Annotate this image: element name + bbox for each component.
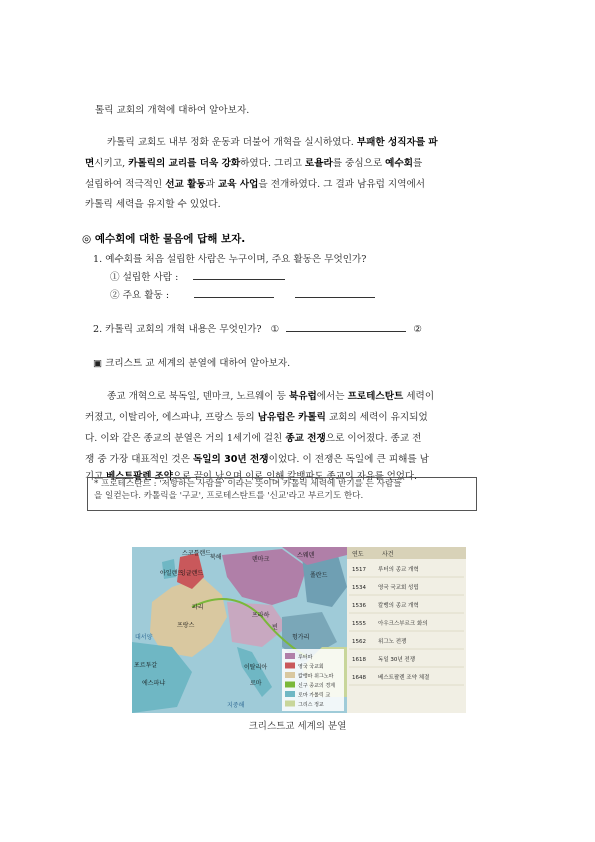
label-ireland: 아일랜드 bbox=[160, 570, 184, 577]
intro-text: 톨릭 교회의 개혁에 대하여 알아보자. bbox=[95, 105, 250, 116]
answer-founder-row bbox=[110, 268, 285, 288]
legend-label: 그리스 정교 bbox=[298, 702, 324, 708]
text-segment: 를 bbox=[412, 158, 423, 169]
timeline-year: 1618 bbox=[352, 657, 366, 663]
division-heading: ▣ 크리스트 교 세계의 분열에 대하여 알아보자. bbox=[93, 358, 291, 369]
emphasis-text: 프로테스탄트 bbox=[347, 391, 404, 402]
legend-label: 로마 가톨릭 교 bbox=[298, 692, 331, 699]
division-line2 bbox=[85, 408, 428, 428]
para1-line4: 카톨릭 세력을 유지할 수 있었다. bbox=[85, 199, 221, 210]
emphasis-text: 로욜라 bbox=[304, 158, 333, 169]
label-paris: 파리 bbox=[192, 604, 204, 611]
label-vienna: 빈 bbox=[272, 624, 278, 631]
text-segment: 으로 이어졌다. 종교 전 bbox=[325, 433, 422, 444]
answer-activity-label: ② 주요 활동 : bbox=[110, 290, 170, 301]
timeline-event: 칼뱅의 종교 개혁 bbox=[378, 603, 419, 609]
label-mediterranean: 지중해 bbox=[227, 702, 245, 709]
answer-founder-label: ① 설립한 사람 : bbox=[110, 272, 179, 283]
question-2 bbox=[93, 320, 422, 340]
label-scotland: 스코틀랜드 bbox=[182, 550, 211, 557]
text-segment: 설립하여 적극적인 bbox=[85, 179, 166, 190]
answer-activity-blank-2[interactable] bbox=[295, 287, 375, 298]
answer-reform-blank[interactable] bbox=[286, 321, 406, 332]
text-segment: 에서는 bbox=[316, 391, 348, 402]
text-segment: 과 bbox=[205, 179, 218, 190]
label-france: 프랑스 bbox=[177, 622, 195, 629]
label-atlantic: 대서양 bbox=[135, 634, 153, 641]
emphasis-text: 남유럽은 카톨릭 bbox=[257, 412, 326, 423]
jesuit-heading: ◎ 예수회에 대한 물음에 답해 보자. bbox=[82, 233, 246, 245]
label-england: 잉글랜드 bbox=[180, 570, 204, 577]
timeline-header-year: 연도 bbox=[352, 551, 364, 558]
text-segment: 다. 이와 같은 종교의 분열은 거의 1세기에 걸친 bbox=[85, 433, 286, 444]
figure-caption: 크리스트교 세계의 분열 bbox=[248, 721, 347, 732]
text-segment: 쟁 중 가장 대표적인 것은 bbox=[85, 454, 193, 465]
label-italy: 이탈리아 bbox=[244, 664, 268, 671]
timeline-event: 루터의 종교 개혁 bbox=[378, 567, 419, 573]
label-denmark: 덴마크 bbox=[252, 556, 270, 563]
emphasis-text: 교육 사업 bbox=[218, 179, 259, 190]
emphasis-text: 베스트팔렌 조약 bbox=[106, 471, 173, 482]
division-line3 bbox=[85, 429, 421, 449]
text-segment: 커졌고, 이탈리아, 에스파냐, 프랑스 등의 bbox=[85, 412, 258, 423]
legend-swatch bbox=[285, 701, 295, 707]
text-segment: 종교 개혁으로 북독일, 덴마크, 노르웨이 등 bbox=[107, 391, 289, 402]
answer-founder-blank[interactable] bbox=[193, 269, 285, 280]
legend-label: 루터파 bbox=[298, 654, 313, 661]
division-line1 bbox=[107, 387, 434, 407]
label-portugal: 포르투갈 bbox=[134, 662, 158, 669]
europe-religion-map bbox=[132, 547, 466, 713]
emphasis-text: 선교 활동 bbox=[165, 179, 206, 190]
answer-activity-row bbox=[110, 286, 375, 306]
timeline-header-bar bbox=[347, 547, 466, 559]
question-1: 1. 예수회를 처음 설립한 사람은 누구이며, 주요 활동은 무엇인가? bbox=[93, 254, 367, 265]
timeline-year: 1534 bbox=[352, 585, 366, 591]
answer-marker: ② bbox=[413, 324, 422, 335]
emphasis-text: 종교 전쟁 bbox=[285, 433, 326, 444]
emphasis-text: 독일의 30년 전쟁 bbox=[192, 454, 269, 465]
label-hungary: 헝가리 bbox=[292, 634, 310, 641]
text-segment: 으로 끝이 났으며 이로 인해 칼뱅파도 종교의 자유를 얻었다. bbox=[172, 471, 417, 482]
emphasis-text: 카톨릭의 교리를 더욱 강화 bbox=[128, 158, 241, 169]
label-rome: 로마 bbox=[250, 680, 262, 687]
timeline-year: 1517 bbox=[352, 567, 366, 573]
label-poland: 폴란드 bbox=[310, 572, 328, 579]
emphasis-text: 예수회 bbox=[385, 158, 413, 169]
legend-label: 신구 종교의 경계 bbox=[298, 683, 335, 689]
timeline-year: 1648 bbox=[352, 675, 366, 681]
label-spain: 에스파냐 bbox=[142, 680, 166, 687]
text-segment: 카톨릭 교회도 내부 정화 운동과 더불어 개혁을 실시하였다. bbox=[107, 137, 357, 148]
answer-activity-blank-1[interactable] bbox=[194, 287, 274, 298]
text-segment: 시키고, bbox=[94, 158, 129, 169]
label-prague: 프라하 bbox=[252, 612, 270, 619]
text-segment: 세력이 bbox=[403, 391, 435, 402]
text-segment: 를 중심으로 bbox=[332, 158, 386, 169]
legend-swatch bbox=[285, 663, 295, 669]
para1-line3 bbox=[85, 175, 425, 195]
timeline-event: 아우크스부르크 화의 bbox=[378, 621, 428, 627]
map-legend bbox=[282, 649, 344, 711]
question-2-text: 2. 카톨릭 교회의 개혁 내용은 무엇인가? bbox=[93, 324, 262, 335]
text-segment: 하였다. 그리고 bbox=[240, 158, 305, 169]
legend-swatch bbox=[285, 653, 295, 659]
timeline-event: 영국 국교회 성립 bbox=[378, 585, 419, 591]
protestant-note-box bbox=[87, 477, 477, 511]
para1-line1 bbox=[107, 133, 438, 153]
note-line-1: * 프로테스탄트 : '저항하는 사람들' 이라는 뜻이며 카톨릭 세력에 반기를 든 사람들 bbox=[94, 479, 402, 489]
emphasis-text: 부패한 성직자를 파 bbox=[356, 137, 438, 148]
timeline-header-event: 사건 bbox=[382, 551, 394, 558]
legend-label: 칼뱅파 위그노파 bbox=[298, 673, 334, 680]
timeline-year: 1555 bbox=[352, 621, 366, 627]
label-sweden: 스웨덴 bbox=[297, 552, 315, 559]
timeline-year: 1562 bbox=[352, 639, 366, 645]
timeline-event: 베스트팔렌 조약 체결 bbox=[378, 675, 430, 681]
legend-swatch bbox=[285, 691, 295, 697]
text-segment: 을 전개하였다. 그 결과 남유럽 지역에서 bbox=[258, 179, 425, 190]
label-north-sea: 북해 bbox=[210, 554, 222, 561]
legend-swatch bbox=[285, 672, 295, 678]
timeline-event: 독일 30년 전쟁 bbox=[378, 657, 416, 663]
timeline-year: 1536 bbox=[352, 603, 366, 609]
answer-marker: ① bbox=[270, 324, 280, 335]
legend-swatch bbox=[285, 682, 295, 688]
text-segment: 교회의 세력이 유지되었 bbox=[325, 412, 428, 423]
text-segment: 기고 bbox=[85, 471, 107, 482]
text-segment: 이었다. 이 전쟁은 독일에 큰 피해를 남 bbox=[268, 454, 429, 465]
para1-line2 bbox=[85, 154, 422, 174]
note-line-2: 을 일컫는다. 카톨릭을 '구교', 프로테스탄트를 '신교'라고 부르기도 한다. bbox=[94, 491, 364, 501]
timeline-event: 위그노 전쟁 bbox=[378, 639, 407, 645]
legend-label: 영국 국교회 bbox=[298, 664, 324, 670]
emphasis-text: 북유럽 bbox=[288, 391, 317, 402]
emphasis-text: 면 bbox=[85, 158, 95, 169]
